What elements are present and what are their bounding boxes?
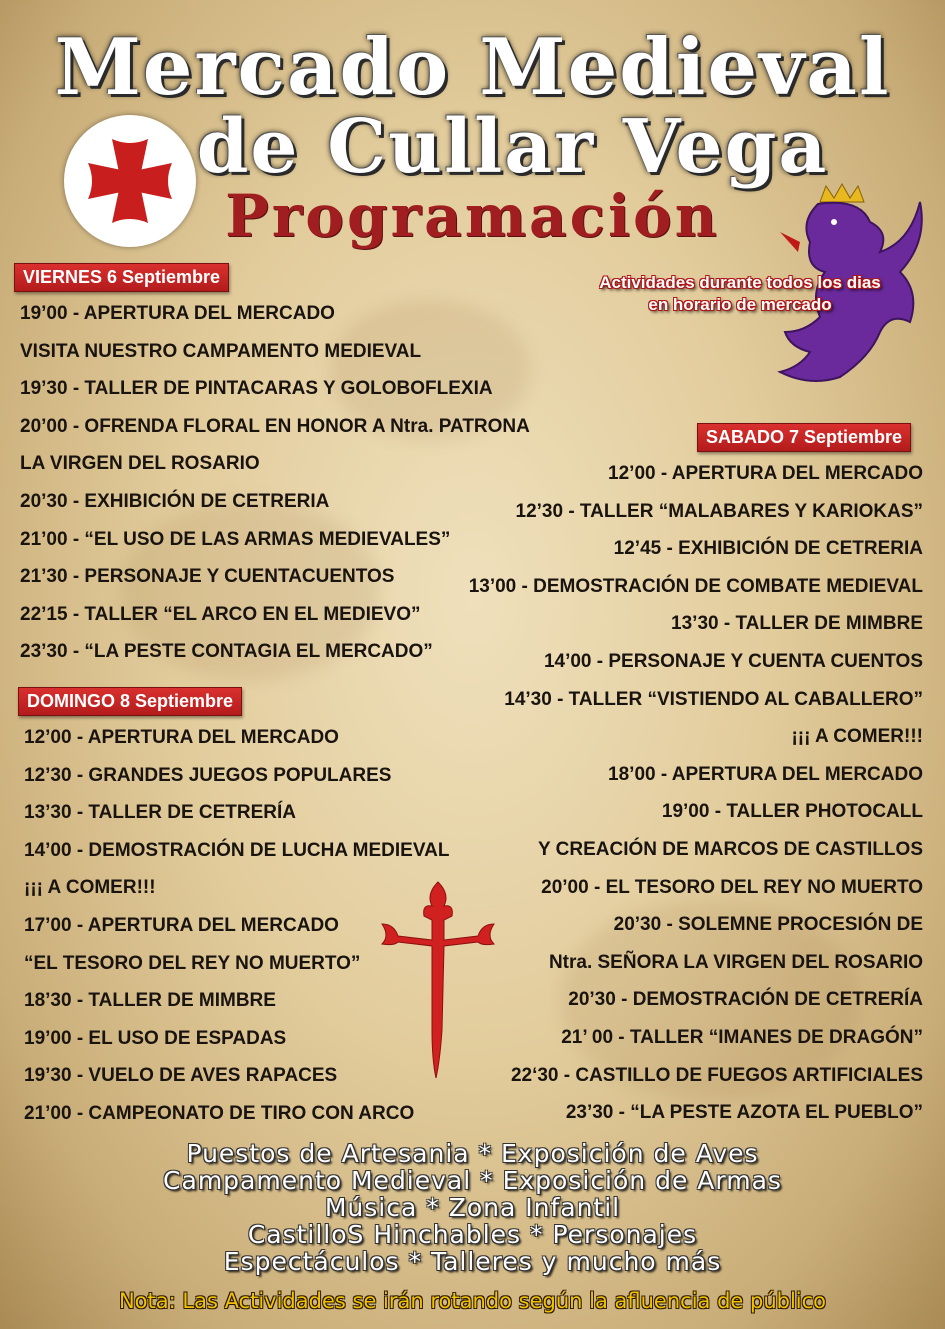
schedule-item: ¡¡¡ A COMER!!! — [791, 726, 923, 748]
cross-pattee-icon — [64, 115, 196, 247]
schedule-item: VISITA NUESTRO CAMPAMENTO MEDIEVAL — [20, 340, 422, 362]
schedule-item: 20’30 - SOLEMNE PROCESIÓN DE — [613, 914, 923, 936]
viernes-schedule — [20, 295, 530, 671]
schedule-item: 20’30 - EXHIBICIÓN DE CETRERIA — [20, 490, 330, 512]
schedule-item: LA VIRGEN DEL ROSARIO — [20, 453, 260, 475]
schedule-item: 13’30 - TALLER DE MIMBRE — [671, 613, 923, 635]
footer-note: Nota: Las Actividades se irán rotando según la afluencia de público — [118, 1289, 827, 1313]
schedule-item: 23’30 - “LA PESTE CONTAGIA EL MERCADO” — [20, 641, 433, 663]
schedule-item: 14’30 - TALLER “VISTIENDO AL CABALLERO” — [504, 688, 923, 710]
schedule-item: 12’45 - EXHIBICIÓN DE CETRERIA — [613, 538, 923, 560]
schedule-item: 23’30 - “LA PESTE AZOTA EL PUEBLO” — [565, 1102, 923, 1124]
all-day-line-1: Actividades durante todos los dias — [599, 273, 881, 292]
schedule-item: Ntra. SEÑORA LA VIRGEN DEL ROSARIO — [548, 951, 923, 973]
schedule-item: 17’00 - APERTURA DEL MERCADO — [24, 914, 339, 936]
footer-line: Música * Zona Infantil — [324, 1193, 621, 1222]
schedule-item: 19’30 - VUELO DE AVES RAPACES — [24, 1065, 338, 1087]
schedule-item: 14’00 - DEMOSTRACIÓN DE LUCHA MEDIEVAL — [24, 839, 450, 861]
schedule-item: 20’00 - OFRENDA FLORAL EN HONOR A Ntra. PATRONA — [20, 415, 530, 437]
schedule-item: 12’30 - GRANDES JUEGOS POPULARES — [24, 764, 392, 786]
viernes-banner: VIERNES 6 Septiembre — [14, 263, 229, 292]
schedule-item: 13’30 - TALLER DE CETRERÍA — [24, 802, 297, 824]
schedule-item: 19’00 - APERTURA DEL MERCADO — [20, 303, 335, 324]
sabado-banner: SABADO 7 Septiembre — [697, 423, 911, 452]
schedule-item: Y CREACIÓN DE MARCOS DE CASTILLOS — [538, 838, 923, 860]
all-day-activities-note — [560, 272, 920, 316]
schedule-item: 18’00 - APERTURA DEL MERCADO — [608, 763, 923, 785]
schedule-item: 21’00 - “EL USO DE LAS ARMAS MEDIEVALES” — [20, 528, 451, 550]
footer-line: CastilloS Hinchables * Personajes — [247, 1220, 698, 1249]
schedule-item: 22’15 - TALLER “EL ARCO EN EL MEDIEVO” — [20, 603, 421, 625]
footer-line: Puestos de Artesania * Exposición de Aves — [186, 1139, 759, 1168]
schedule-item: 14’00 - PERSONAJE Y CUENTA CUENTOS — [543, 650, 923, 672]
title-line-2: de Cullar Vega — [196, 104, 829, 190]
schedule-item: ¡¡¡ A COMER!!! — [24, 877, 156, 899]
schedule-item: “EL TESORO DEL REY NO MUERTO” — [24, 952, 361, 974]
schedule-item: 20’00 - EL TESORO DEL REY NO MUERTO — [541, 876, 923, 898]
domingo-banner: DOMINGO 8 Septiembre — [18, 687, 242, 716]
schedule-item: 13’00 - DEMOSTRACIÓN DE COMBATE MEDIEVAL — [468, 575, 923, 597]
footer-line: Espectáculos * Talleres y mucho más — [223, 1247, 722, 1276]
schedule-item: 12’00 - APERTURA DEL MERCADO — [24, 727, 339, 748]
schedule-item: 18’30 - TALLER DE MIMBRE — [24, 990, 276, 1012]
title-line-1: Mercado Medieval — [54, 22, 891, 113]
schedule-item: 22‘30 - CASTILLO DE FUEGOS ARTIFICIALES — [510, 1064, 923, 1086]
subtitle-programacion: Programación — [225, 182, 720, 250]
schedule-item: 12’30 - TALLER “MALABARES Y KARIOKAS” — [515, 500, 923, 522]
schedule-item: 21’00 - CAMPEONATO DE TIRO CON ARCO — [24, 1102, 415, 1124]
schedule-item: 19’30 - TALLER DE PINTACARAS Y GOLOBOFLEXIA — [20, 378, 493, 400]
footer-line: Campamento Medieval * Exposición de Armas — [163, 1166, 782, 1195]
all-day-line-2: en horario de mercado — [648, 295, 832, 314]
schedule-item: 19’00 - EL USO DE ESPADAS — [24, 1027, 287, 1049]
schedule-item: 12’00 - APERTURA DEL MERCADO — [608, 463, 923, 484]
schedule-item: 20’30 - DEMOSTRACIÓN DE CETRERÍA — [568, 989, 923, 1011]
schedule-item: 19’00 - TALLER PHOTOCALL — [661, 801, 923, 823]
santiago-cross-icon — [378, 880, 498, 1080]
schedule-item: 21’ 00 - TALLER “IMANES DE DRAGÓN” — [561, 1026, 923, 1048]
footer-highlights — [0, 1140, 945, 1275]
schedule-item: 21’30 - PERSONAJE Y CUENTACUENTOS — [20, 566, 395, 588]
sabado-schedule — [469, 455, 923, 1132]
